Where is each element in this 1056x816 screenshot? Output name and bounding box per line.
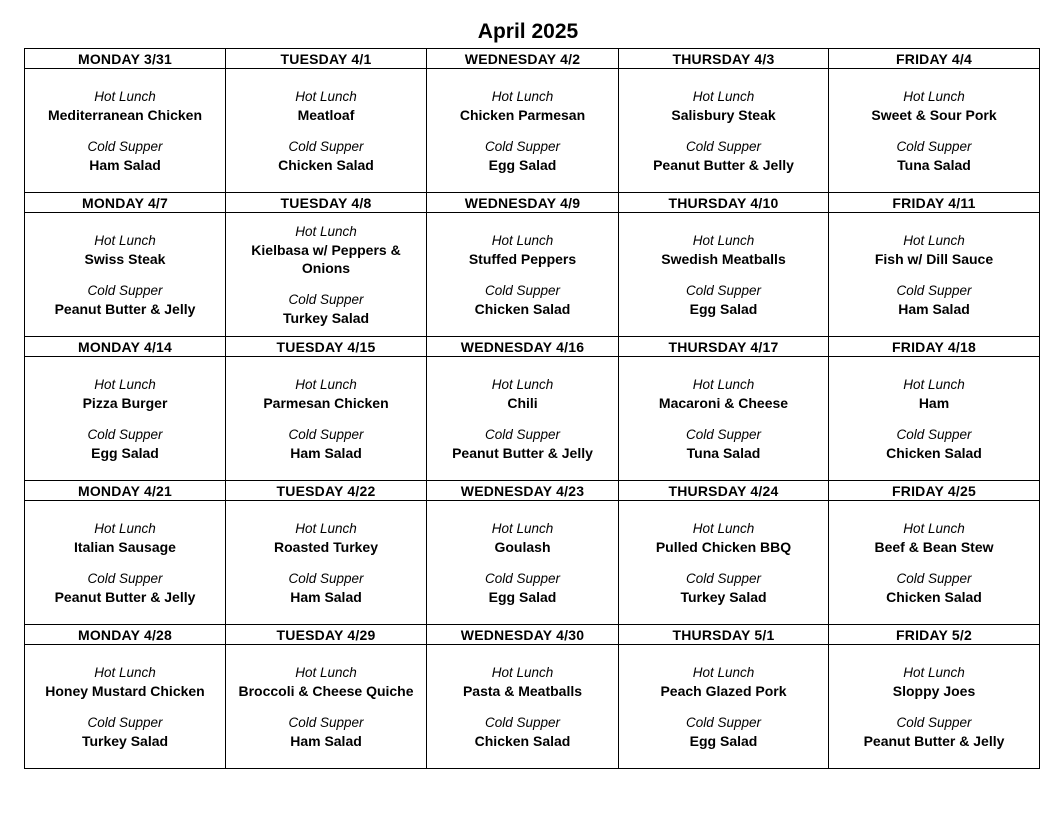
cold-supper-item: Ham Salad <box>290 588 362 605</box>
hot-lunch-item: Stuffed Peppers <box>468 250 577 267</box>
cold-supper-label: Cold Supper <box>87 282 163 298</box>
cold-supper <box>226 138 426 174</box>
day-header: TUESDAY 4/29 <box>226 624 427 644</box>
hot-lunch <box>25 376 225 412</box>
hot-lunch <box>427 376 618 412</box>
day-menu-cell <box>25 357 226 481</box>
day-header: WEDNESDAY 4/30 <box>427 624 619 644</box>
cold-supper <box>25 570 225 606</box>
hot-lunch <box>427 88 618 124</box>
hot-lunch <box>619 520 828 556</box>
cold-supper-item: Peanut Butter & Jelly <box>863 732 1005 749</box>
day-header: MONDAY 3/31 <box>25 49 226 69</box>
day-header: WEDNESDAY 4/2 <box>427 49 619 69</box>
cold-supper-item: Tuna Salad <box>686 444 761 461</box>
cold-supper-item: Chicken Salad <box>474 300 571 317</box>
hot-lunch-item: Mediterranean Chicken <box>47 106 203 123</box>
hot-lunch-item: Beef & Bean Stew <box>874 538 994 555</box>
cold-supper-label: Cold Supper <box>896 426 972 442</box>
cold-supper-item: Chicken Salad <box>278 156 374 173</box>
cold-supper-label: Cold Supper <box>87 426 163 442</box>
cold-supper-label: Cold Supper <box>484 282 561 298</box>
hot-lunch-label: Hot Lunch <box>491 232 554 248</box>
day-header: THURSDAY 4/10 <box>619 192 829 212</box>
cold-supper-label: Cold Supper <box>484 426 561 442</box>
cold-supper-label: Cold Supper <box>896 138 972 154</box>
hot-lunch-item: Italian Sausage <box>74 538 176 555</box>
hot-lunch-item: Roasted Turkey <box>274 538 378 555</box>
day-header: WEDNESDAY 4/9 <box>427 192 619 212</box>
day-header: FRIDAY 4/25 <box>829 480 1040 500</box>
hot-lunch-label: Hot Lunch <box>94 232 156 248</box>
day-header: MONDAY 4/7 <box>25 192 226 212</box>
cold-supper-label: Cold Supper <box>288 570 364 586</box>
cold-supper <box>619 570 828 606</box>
cold-supper <box>829 282 1039 318</box>
hot-lunch-item: Swiss Steak <box>84 250 166 267</box>
cold-supper <box>427 138 618 174</box>
hot-lunch-item: Pasta & Meatballs <box>462 682 583 699</box>
day-menu-cell <box>829 213 1040 337</box>
cold-supper-item: Peanut Butter & Jelly <box>54 300 196 317</box>
cold-supper-item: Turkey Salad <box>81 732 169 749</box>
day-header: TUESDAY 4/1 <box>226 49 427 69</box>
cold-supper-item: Tuna Salad <box>897 156 971 173</box>
hot-lunch-label: Hot Lunch <box>94 520 156 536</box>
day-menu-cell <box>829 645 1040 769</box>
hot-lunch <box>427 520 618 556</box>
cold-supper-label: Cold Supper <box>896 714 972 730</box>
day-menu-cell <box>25 645 226 769</box>
cold-supper-label: Cold Supper <box>484 714 561 730</box>
day-menu-cell <box>25 501 226 625</box>
cold-supper <box>427 570 618 606</box>
hot-lunch-label: Hot Lunch <box>491 376 554 392</box>
cold-supper-item: Ham Salad <box>290 444 362 461</box>
hot-lunch-item: Sweet & Sour Pork <box>871 106 997 123</box>
cold-supper-label: Cold Supper <box>87 714 163 730</box>
day-menu-cell <box>25 69 226 193</box>
menu-calendar-table <box>24 48 1040 769</box>
hot-lunch-label: Hot Lunch <box>903 88 965 104</box>
cold-supper-label: Cold Supper <box>288 714 364 730</box>
hot-lunch <box>226 520 426 556</box>
hot-lunch-label: Hot Lunch <box>491 88 554 104</box>
day-menu-cell <box>829 69 1040 193</box>
hot-lunch <box>829 376 1039 412</box>
menu-calendar-body <box>25 49 1040 769</box>
day-header: THURSDAY 4/3 <box>619 49 829 69</box>
hot-lunch-label: Hot Lunch <box>692 232 755 248</box>
hot-lunch-label: Hot Lunch <box>491 520 554 536</box>
cold-supper-item: Turkey Salad <box>282 309 370 326</box>
hot-lunch-label: Hot Lunch <box>903 664 965 680</box>
cold-supper-item: Peanut Butter & Jelly <box>653 156 794 173</box>
day-menu-cell <box>226 213 427 337</box>
day-menu-cell <box>427 69 619 193</box>
hot-lunch <box>226 88 426 124</box>
cold-supper <box>25 282 225 318</box>
hot-lunch <box>226 376 426 412</box>
hot-lunch-item: Salisbury Steak <box>671 106 776 123</box>
week-header-row <box>25 192 1040 212</box>
cold-supper <box>829 426 1039 462</box>
hot-lunch <box>829 88 1039 124</box>
cold-supper <box>829 714 1039 750</box>
cold-supper-label: Cold Supper <box>87 138 163 154</box>
hot-lunch <box>226 223 426 277</box>
cold-supper-label: Cold Supper <box>288 426 364 442</box>
day-header: THURSDAY 4/17 <box>619 336 829 356</box>
cold-supper-label: Cold Supper <box>288 138 364 154</box>
day-menu-cell <box>226 357 427 481</box>
hot-lunch-label: Hot Lunch <box>295 664 357 680</box>
cold-supper-item: Chicken Salad <box>886 588 982 605</box>
hot-lunch-item: Pizza Burger <box>82 394 168 411</box>
hot-lunch <box>829 520 1039 556</box>
cold-supper <box>25 426 225 462</box>
cold-supper-label: Cold Supper <box>484 570 561 586</box>
cold-supper <box>619 138 828 174</box>
week-header-row <box>25 624 1040 644</box>
hot-lunch-label: Hot Lunch <box>692 376 755 392</box>
cold-supper-item: Egg Salad <box>689 732 758 749</box>
cold-supper-item: Peanut Butter & Jelly <box>452 444 593 461</box>
cold-supper-item: Turkey Salad <box>680 588 767 605</box>
day-header: FRIDAY 4/4 <box>829 49 1040 69</box>
hot-lunch <box>226 664 426 700</box>
day-menu-cell <box>427 501 619 625</box>
hot-lunch-label: Hot Lunch <box>692 664 755 680</box>
cold-supper <box>25 138 225 174</box>
cold-supper-item: Egg Salad <box>689 300 758 317</box>
day-header: MONDAY 4/14 <box>25 336 226 356</box>
hot-lunch-label: Hot Lunch <box>295 88 357 104</box>
day-header: THURSDAY 5/1 <box>619 624 829 644</box>
cold-supper-label: Cold Supper <box>685 138 762 154</box>
cold-supper <box>25 714 225 750</box>
cold-supper <box>226 426 426 462</box>
hot-lunch <box>619 376 828 412</box>
week-header-row <box>25 49 1040 69</box>
hot-lunch-label: Hot Lunch <box>692 520 755 536</box>
hot-lunch-item: Honey Mustard Chicken <box>45 682 205 699</box>
day-header: WEDNESDAY 4/16 <box>427 336 619 356</box>
page-title: April 2025 <box>477 20 579 43</box>
week-meal-row <box>25 69 1040 193</box>
day-menu-cell <box>427 357 619 481</box>
day-header: MONDAY 4/28 <box>25 624 226 644</box>
hot-lunch-item: Macaroni & Cheese <box>658 394 789 411</box>
cold-supper <box>619 714 828 750</box>
cold-supper <box>829 138 1039 174</box>
cold-supper-label: Cold Supper <box>87 570 163 586</box>
week-meal-row <box>25 357 1040 481</box>
day-menu-cell <box>829 501 1040 625</box>
day-menu-cell <box>619 69 829 193</box>
day-menu-cell <box>226 69 427 193</box>
hot-lunch-label: Hot Lunch <box>491 664 554 680</box>
hot-lunch-label: Hot Lunch <box>295 376 357 392</box>
cold-supper-item: Ham Salad <box>898 300 970 317</box>
hot-lunch <box>619 232 828 268</box>
cold-supper-label: Cold Supper <box>685 282 762 298</box>
day-header: TUESDAY 4/22 <box>226 480 427 500</box>
day-header: MONDAY 4/21 <box>25 480 226 500</box>
day-menu-cell <box>427 645 619 769</box>
cold-supper-item: Egg Salad <box>488 588 557 605</box>
hot-lunch <box>619 664 828 700</box>
day-header: FRIDAY 4/18 <box>829 336 1040 356</box>
cold-supper <box>427 714 618 750</box>
hot-lunch-item: Pulled Chicken BBQ <box>655 538 792 555</box>
cold-supper-label: Cold Supper <box>685 570 762 586</box>
hot-lunch <box>829 664 1039 700</box>
hot-lunch-label: Hot Lunch <box>295 520 357 536</box>
hot-lunch-item: Goulash <box>494 538 551 555</box>
cold-supper-item: Peanut Butter & Jelly <box>54 588 196 605</box>
hot-lunch-item: Sloppy Joes <box>892 682 976 699</box>
day-menu-cell <box>829 357 1040 481</box>
week-header-row <box>25 480 1040 500</box>
hot-lunch-label: Hot Lunch <box>903 520 965 536</box>
cold-supper-item: Chicken Salad <box>474 732 571 749</box>
day-header: FRIDAY 5/2 <box>829 624 1040 644</box>
cold-supper <box>427 426 618 462</box>
cold-supper-item: Chicken Salad <box>886 444 982 461</box>
hot-lunch-label: Hot Lunch <box>94 376 156 392</box>
hot-lunch <box>25 232 225 268</box>
hot-lunch <box>619 88 828 124</box>
day-menu-cell <box>619 213 829 337</box>
hot-lunch-item: Ham <box>918 394 950 411</box>
week-meal-row <box>25 645 1040 769</box>
day-header: TUESDAY 4/8 <box>226 192 427 212</box>
hot-lunch-label: Hot Lunch <box>295 223 357 239</box>
hot-lunch-item: Chili <box>507 394 538 411</box>
cold-supper-item: Ham Salad <box>290 732 362 749</box>
cold-supper-label: Cold Supper <box>685 426 762 442</box>
week-meal-row <box>25 213 1040 337</box>
day-menu-cell <box>619 357 829 481</box>
cold-supper-label: Cold Supper <box>484 138 561 154</box>
cold-supper <box>619 282 828 318</box>
day-menu-cell <box>619 645 829 769</box>
hot-lunch-label: Hot Lunch <box>692 88 755 104</box>
hot-lunch-item: Parmesan Chicken <box>263 394 389 411</box>
hot-lunch-label: Hot Lunch <box>903 232 965 248</box>
day-menu-cell <box>226 645 427 769</box>
day-menu-cell <box>25 213 226 337</box>
cold-supper-item: Ham Salad <box>89 156 161 173</box>
hot-lunch <box>829 232 1039 268</box>
day-header: TUESDAY 4/15 <box>226 336 427 356</box>
hot-lunch-label: Hot Lunch <box>94 664 156 680</box>
cold-supper-label: Cold Supper <box>896 282 972 298</box>
hot-lunch-item: Swedish Meatballs <box>661 250 786 267</box>
cold-supper-label: Cold Supper <box>288 291 364 307</box>
day-menu-cell <box>619 501 829 625</box>
hot-lunch-item: Peach Glazed Pork <box>660 682 787 699</box>
cold-supper-item: Egg Salad <box>91 444 159 461</box>
hot-lunch <box>25 520 225 556</box>
cold-supper <box>226 570 426 606</box>
cold-supper-label: Cold Supper <box>685 714 762 730</box>
hot-lunch-item: Fish w/ Dill Sauce <box>874 250 994 267</box>
hot-lunch-item: Broccoli & Cheese Quiche <box>238 682 414 699</box>
hot-lunch-label: Hot Lunch <box>903 376 965 392</box>
hot-lunch <box>427 664 618 700</box>
hot-lunch <box>427 232 618 268</box>
day-menu-cell <box>226 501 427 625</box>
hot-lunch-item: Chicken Parmesan <box>459 106 586 123</box>
cold-supper <box>226 714 426 750</box>
hot-lunch-item: Meatloaf <box>297 106 355 123</box>
hot-lunch <box>25 88 225 124</box>
hot-lunch-label: Hot Lunch <box>94 88 156 104</box>
day-menu-cell <box>427 213 619 337</box>
cold-supper <box>427 282 618 318</box>
day-header: FRIDAY 4/11 <box>829 192 1040 212</box>
week-meal-row <box>25 501 1040 625</box>
hot-lunch <box>25 664 225 700</box>
cold-supper <box>619 426 828 462</box>
day-header: THURSDAY 4/24 <box>619 480 829 500</box>
cold-supper <box>226 291 426 327</box>
hot-lunch-item: Kielbasa w/ Peppers & Onions <box>251 241 401 276</box>
week-header-row <box>25 336 1040 356</box>
cold-supper <box>829 570 1039 606</box>
cold-supper-item: Egg Salad <box>488 156 557 173</box>
day-header: WEDNESDAY 4/23 <box>427 480 619 500</box>
cold-supper-label: Cold Supper <box>896 570 972 586</box>
